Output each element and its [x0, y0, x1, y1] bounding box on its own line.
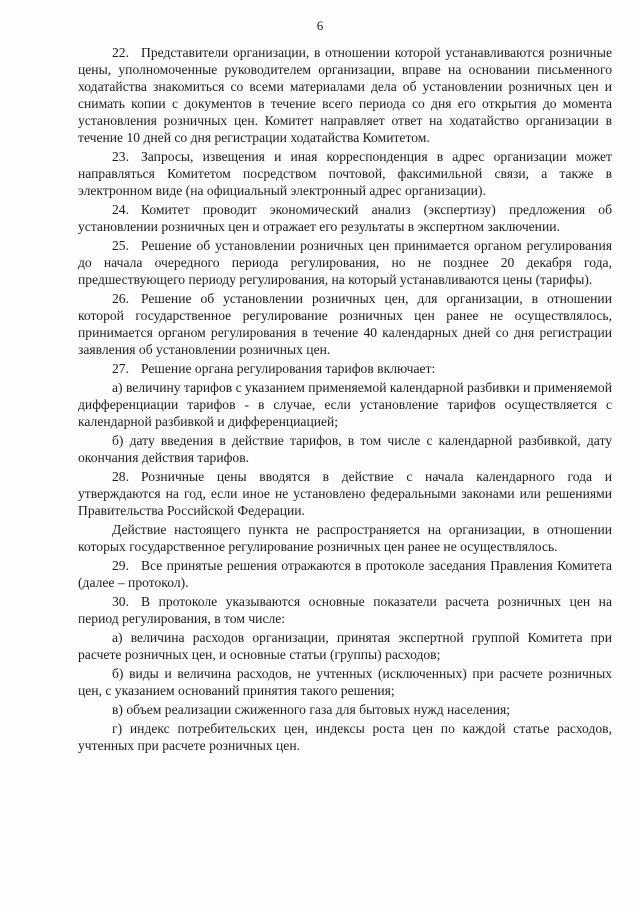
- paragraph: [78, 379, 612, 430]
- paragraph: [78, 665, 612, 699]
- paragraph: [78, 468, 612, 519]
- paragraph: [78, 701, 612, 718]
- paragraph-number: 23.: [112, 149, 129, 164]
- paragraph-text: В протоколе указываются основные показатели расчета розничных цен на период регулирования, в том числе:: [78, 594, 612, 626]
- paragraph-text: Все принятые решения отражаются в протоколе заседания Правления Комитета (далее – протокол).: [78, 558, 612, 590]
- paragraph: [78, 148, 612, 199]
- paragraph-number: 25.: [112, 238, 129, 253]
- paragraph-text: в) объем реализации сжиженного газа для бытовых нужд населения;: [112, 702, 510, 717]
- paragraph-text: г) индекс потребительских цен, индексы роста цен по каждой статье расходов, учтенных при расчете розничных цен.: [78, 721, 612, 753]
- paragraph: [78, 521, 612, 555]
- paragraph-text: Комитет проводит экономический анализ (экспертизу) предложения об установлении розничных цен и отражает его результаты в экспертном заключении.: [78, 202, 612, 234]
- paragraph: [78, 237, 612, 288]
- paragraph-number: 28.: [112, 469, 129, 484]
- paragraph-number: 29.: [112, 558, 129, 573]
- paragraph-text: Действие настоящего пункта не распространяется на организации, в отношении которых государственное регулирование розничных цен ранее не осуществлялось.: [78, 522, 612, 554]
- document-body: [78, 44, 612, 756]
- paragraph: [78, 432, 612, 466]
- paragraph-text: Представители организации, в отношении которой устанавливаются розничные цены, уполномоченные руководителем организации, вправе на основании письменного ходатайства знакомиться со всеми материалами дела об установлении розничных цен и снимать копии с документов в течение всего периода со дня его открытия до момента установления розничных цен. Комитет направляет ответ на ходатайство организации в течение 10 дней со дня регистрации ходатайства Комитетом.: [78, 45, 612, 145]
- paragraph-number: 24.: [112, 202, 129, 217]
- paragraph-number: 30.: [112, 594, 129, 609]
- paragraph: [78, 360, 612, 377]
- paragraph-number: 27.: [112, 361, 129, 376]
- paragraph: [78, 629, 612, 663]
- paragraph-text: Решение органа регулирования тарифов включает:: [141, 361, 436, 376]
- paragraph-text: б) дату введения в действие тарифов, в том числе с календарной разбивкой, дату окончания действия тарифов.: [78, 433, 612, 465]
- paragraph-number: 26.: [112, 291, 129, 306]
- paragraph-number: 22.: [112, 45, 129, 60]
- paragraph: [78, 720, 612, 754]
- page-number: 6: [316, 18, 324, 33]
- paragraph-text: а) величину тарифов с указанием применяемой календарной разбивки и применяемой дифференциации тарифов - в случае, если установление тарифов осуществляется с календарной разбивкой и дифференциацией;: [78, 380, 612, 429]
- paragraph-text: а) величина расходов организации, принятая экспертной группой Комитета при расчете розничных цен, и основные статьи (группы) расходов;: [78, 630, 612, 662]
- paragraph: [78, 557, 612, 591]
- paragraph: [78, 201, 612, 235]
- paragraph-text: б) виды и величина расходов, не учтенных (исключенных) при расчете розничных цен, с указанием оснований принятия такого решения;: [78, 666, 612, 698]
- paragraph-text: Решение об установлении розничных цен принимается органом регулирования до начала очередного периода регулирования, но не позднее 20 декабря года, предшествующего периоду регулирования, на который устанавливаются цены (тарифы).: [78, 238, 612, 287]
- paragraph: [78, 44, 612, 146]
- paragraph-text: Запросы, извещения и иная корреспонденция в адрес организации может направляться Комитетом посредством почтовой, факсимильной связи, а также в электронном виде (на официальный электронный адрес организации).: [78, 149, 612, 198]
- paragraph-text: Розничные цены вводятся в действие с начала календарного года и утверждаются на год, если иное не установлено федеральными законами или решениями Правительства Российской Федерации.: [78, 469, 612, 518]
- paragraph: [78, 593, 612, 627]
- paragraph-text: Решение об установлении розничных цен, для организации, в отношении которой государственное регулирование розничных цен ранее не осуществлялось, принимается органом регулирования в течение 40 календарных дней со дня регистрации заявления об установлении розничных цен.: [78, 291, 612, 357]
- paragraph: [78, 290, 612, 358]
